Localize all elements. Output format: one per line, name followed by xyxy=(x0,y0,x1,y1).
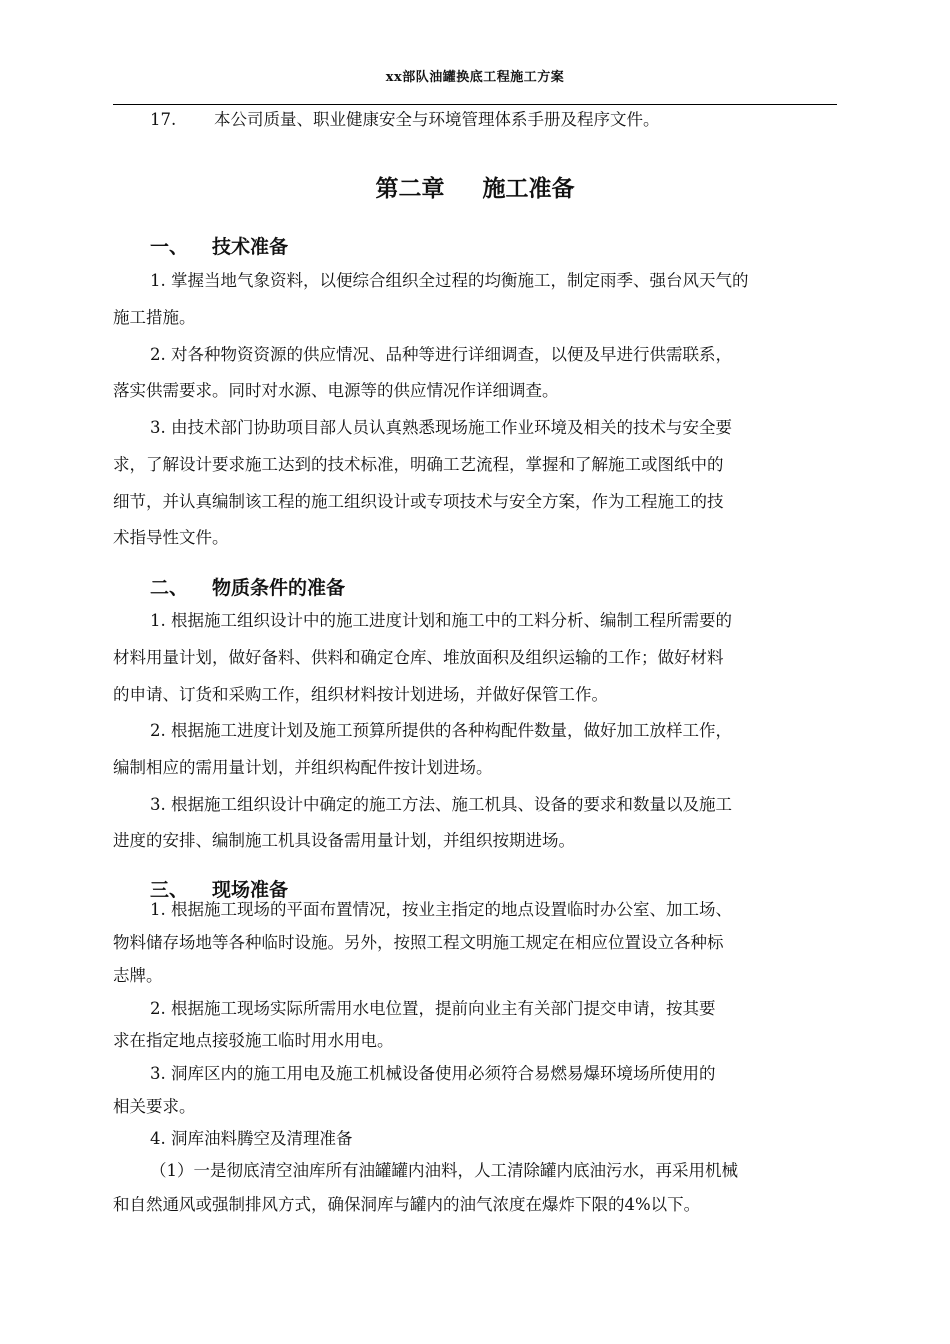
section-heading xyxy=(150,875,288,902)
paragraph-line: 术指导性文件。 xyxy=(113,528,229,547)
paragraph-line: 1. 掌握当地气象资料，以便综合组织全过程的均衡施工，制定雨季、强台风天气的 xyxy=(150,271,749,290)
paragraph-line: 进度的安排、编制施工机具设备需用量计划，并组织按期进场。 xyxy=(113,831,575,850)
section-number: 一、 xyxy=(150,236,189,258)
paragraph-line: 2. 根据施工现场实际所需用水电位置，提前向业主有关部门提交申请，按其要 xyxy=(150,999,716,1018)
chapter-number: 第二章 xyxy=(375,176,445,202)
chapter-name: 施工准备 xyxy=(482,176,575,202)
paragraph-line: 2. 对各种物资资源的供应情况、品种等进行详细调查，以便及早进行供需联系， xyxy=(150,345,732,364)
paragraph-line: 求，了解设计要求施工达到的技术标准，明确工艺流程，掌握和了解施工或图纸中的 xyxy=(113,455,724,474)
paragraph-line: 3. 由技术部门协助项目部人员认真熟悉现场施工作业环境及相关的技术与安全要 xyxy=(150,418,732,437)
intro-item-text: 本公司质量、职业健康安全与环境管理体系手册及程序文件。 xyxy=(214,110,660,129)
section-title: 物质条件的准备 xyxy=(212,577,346,599)
section-heading xyxy=(150,573,345,600)
paragraph-line: 施工措施。 xyxy=(113,308,196,327)
section-title: 现场准备 xyxy=(212,879,289,901)
paragraph-line: 材料用量计划，做好备料、供料和确定仓库、堆放面积及组织运输的工作；做好材料 xyxy=(113,648,724,667)
paragraph-line: 3. 根据施工组织设计中确定的施工方法、施工机具、设备的要求和数量以及施工 xyxy=(150,795,732,814)
paragraph-line: 志牌。 xyxy=(113,966,163,985)
header-divider xyxy=(113,104,837,105)
section-number: 三、 xyxy=(150,879,189,901)
paragraph-line: 细节，并认真编制该工程的施工组织设计或专项技术与安全方案，作为工程施工的技 xyxy=(113,492,724,511)
section-number: 二、 xyxy=(150,577,189,599)
page-header: xx部队油罐换底工程施工方案 xyxy=(385,70,565,85)
paragraph-line: 3. 洞库区内的施工用电及施工机械设备使用必须符合易燃易爆环境场所使用的 xyxy=(150,1064,716,1083)
paragraph-line: 物料储存场地等各种临时设施。另外，按照工程文明施工规定在相应位置设立各种标 xyxy=(113,933,724,952)
paragraph-line: 1. 根据施工组织设计中的施工进度计划和施工中的工料分析、编制工程所需要的 xyxy=(150,611,732,630)
paragraph-line: 2. 根据施工进度计划及施工预算所提供的各种构配件数量，做好加工放样工作， xyxy=(150,721,732,740)
paragraph-line: 求在指定地点接驳施工临时用水用电。 xyxy=(113,1031,394,1050)
chapter-title xyxy=(0,170,950,203)
intro-item xyxy=(150,110,660,130)
paragraph-line: 1. 根据施工现场的平面布置情况，按业主指定的地点设置临时办公室、加工场、 xyxy=(150,900,732,919)
intro-item-number: 17. xyxy=(150,110,177,129)
paragraph-line: 落实供需要求。同时对水源、电源等的供应情况作详细调查。 xyxy=(113,381,559,400)
paragraph-line: 4. 洞库油料腾空及清理准备 xyxy=(150,1129,353,1148)
paragraph-line: （1）一是彻底清空油库所有油罐罐内油料，人工清除罐内底油污水，再采用机械 xyxy=(150,1161,738,1180)
section-title: 技术准备 xyxy=(212,236,289,258)
paragraph-line: 相关要求。 xyxy=(113,1097,196,1116)
paragraph-line: 编制相应的需用量计划，并组织构配件按计划进场。 xyxy=(113,758,493,777)
paragraph-line: 的申请、订货和采购工作，组织材料按计划进场，并做好保管工作。 xyxy=(113,685,608,704)
paragraph-line: 和自然通风或强制排风方式，确保洞库与罐内的油气浓度在爆炸下限的4%以下。 xyxy=(113,1195,701,1214)
section-heading xyxy=(150,232,288,259)
